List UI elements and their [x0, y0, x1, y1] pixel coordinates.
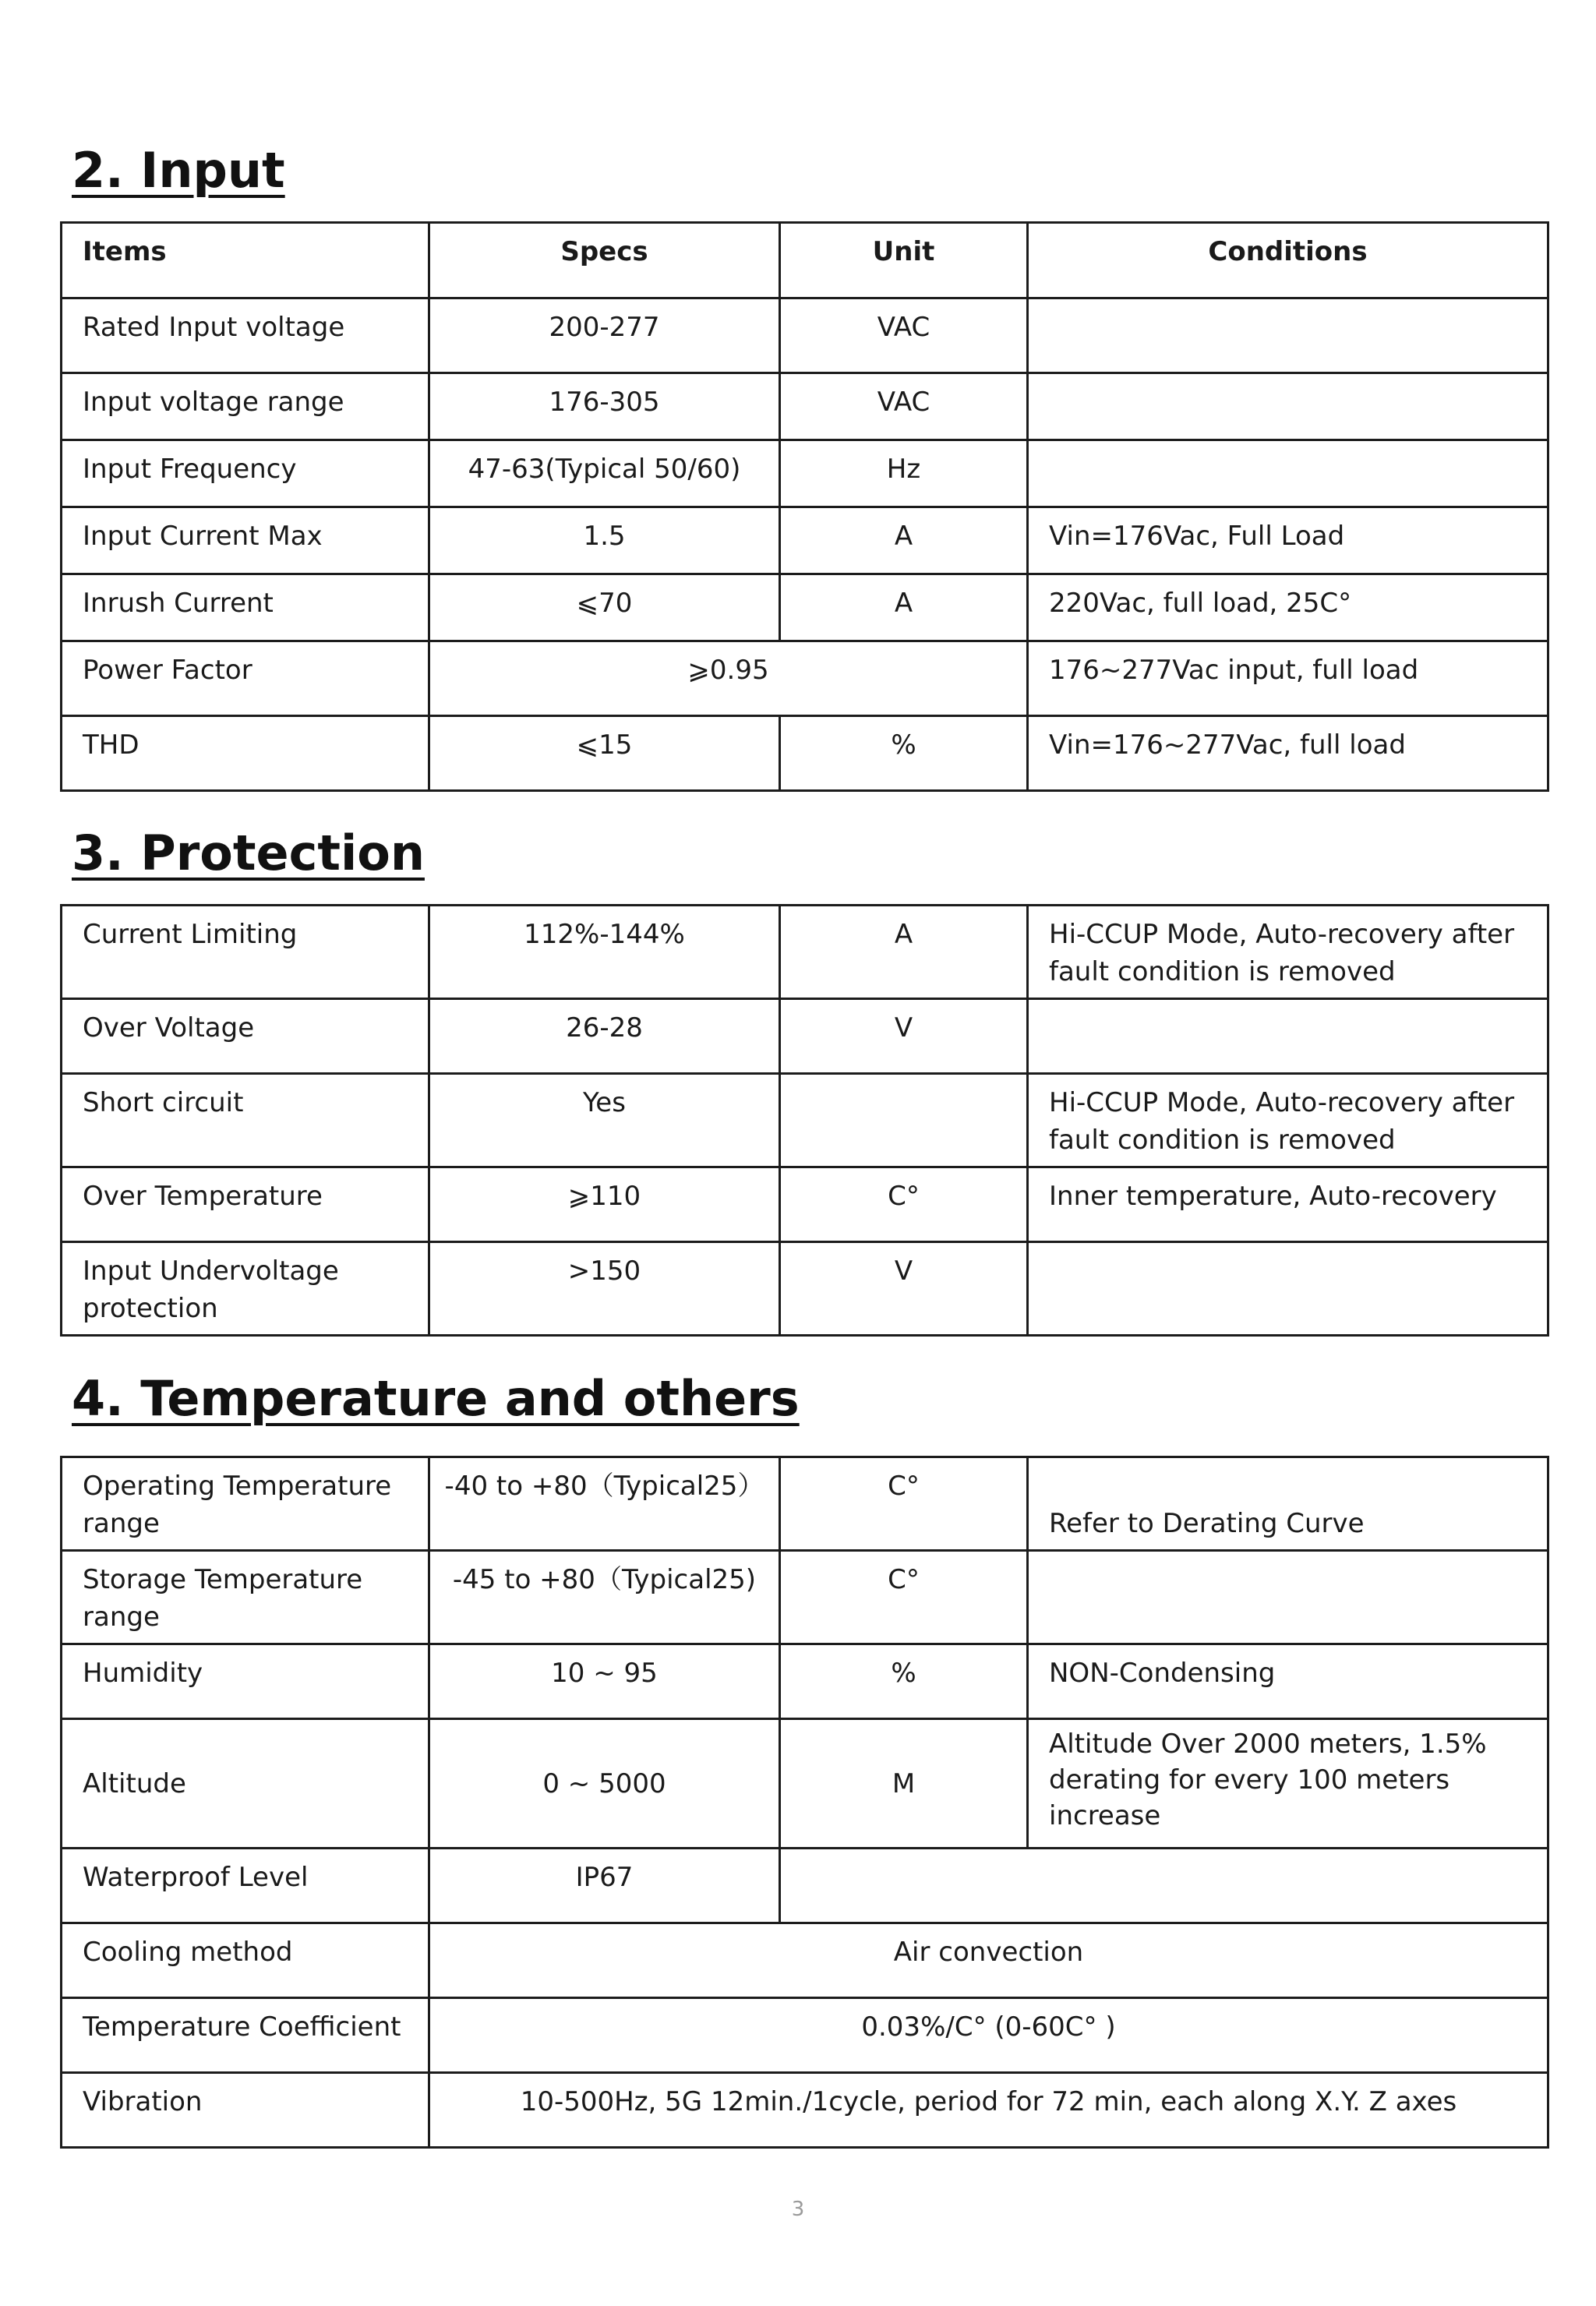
unit-cell [780, 1074, 1028, 1167]
item-cell: Input Undervoltage protection [62, 1242, 429, 1336]
spec-cell: IP67 [429, 1849, 780, 1923]
table-row [62, 1074, 1548, 1167]
unit-cell: V [780, 999, 1028, 1074]
table-row [62, 1998, 1548, 2073]
spec-cell: Air convection [429, 1923, 1548, 1998]
item-cell: Inrush Current [62, 574, 429, 641]
unit-cell: C° [780, 1551, 1028, 1644]
condition-cell [1028, 999, 1548, 1074]
condition-cell [1028, 1551, 1548, 1644]
spec-cell: 26-28 [429, 999, 780, 1074]
unit-cell: C° [780, 1457, 1028, 1551]
table-row [62, 1167, 1548, 1242]
condition-cell: 220Vac, full load, 25C° [1028, 574, 1548, 641]
unit-cell: C° [780, 1167, 1028, 1242]
table-row [62, 440, 1548, 507]
spec-cell: -45 to +80（Typical25) [429, 1551, 780, 1644]
spec-cell: 0 ~ 5000 [429, 1719, 780, 1849]
input-table [60, 221, 1549, 792]
item-cell: Temperature Coefficient [62, 1998, 429, 2073]
table-row [62, 1644, 1548, 1719]
condition-cell: Vin=176~277Vac, full load [1028, 716, 1548, 791]
item-cell: Power Factor [62, 641, 429, 716]
condition-cell [1028, 373, 1548, 440]
unit-cell: % [780, 1644, 1028, 1719]
table-row [62, 298, 1548, 373]
item-cell: Input Frequency [62, 440, 429, 507]
item-cell: Input voltage range [62, 373, 429, 440]
unit-cell: V [780, 1242, 1028, 1336]
item-cell: Storage Temperature range [62, 1551, 429, 1644]
item-cell: Short circuit [62, 1074, 429, 1167]
item-cell: Input Current Max [62, 507, 429, 574]
item-cell: Humidity [62, 1644, 429, 1719]
spec-cell: >150 [429, 1242, 780, 1336]
section-title-protection: 3. Protection [72, 825, 425, 881]
temperature-table [60, 1456, 1549, 2149]
header-conditions: Conditions [1028, 223, 1548, 298]
header-specs: Specs [429, 223, 780, 298]
section-title-input: 2. Input [72, 142, 285, 199]
table-row [62, 507, 1548, 574]
condition-cell: NON-Condensing [1028, 1644, 1548, 1719]
spec-cell: 1.5 [429, 507, 780, 574]
header-unit: Unit [780, 223, 1028, 298]
condition-cell [1028, 298, 1548, 373]
spec-cell: 47-63(Typical 50/60) [429, 440, 780, 507]
protection-table [60, 904, 1549, 1337]
table-row [62, 716, 1548, 791]
section-title-temperature: 4. Temperature and others [72, 1370, 800, 1427]
table-row [62, 906, 1548, 999]
condition-cell [1028, 440, 1548, 507]
table-row [62, 1849, 1548, 1923]
item-cell: Vibration [62, 2073, 429, 2148]
spec-cell: 176-305 [429, 373, 780, 440]
item-cell: Over Voltage [62, 999, 429, 1074]
spec-cell: 0.03%/C° (0-60C° ) [429, 1998, 1548, 2073]
unit-cell: M [780, 1719, 1028, 1849]
spec-cell: 10-500Hz, 5G 12min./1cycle, period for 72 min, each along X.Y. Z axes [429, 2073, 1548, 2148]
condition-cell: Refer to Derating Curve [1028, 1457, 1548, 1551]
item-cell: Altitude [62, 1719, 429, 1849]
table-row [62, 2073, 1548, 2148]
spec-cell: 112%-144% [429, 906, 780, 999]
table-header-row [62, 223, 1548, 298]
spec-cell: 200-277 [429, 298, 780, 373]
table-row [62, 373, 1548, 440]
spec-cell: ⩽70 [429, 574, 780, 641]
spec-cell: -40 to +80（Typical25） [429, 1457, 780, 1551]
item-cell: Waterproof Level [62, 1849, 429, 1923]
unit-cell: VAC [780, 373, 1028, 440]
condition-cell: Hi-CCUP Mode, Auto-recovery after fault condition is removed [1028, 1074, 1548, 1167]
unit-cell: VAC [780, 298, 1028, 373]
unit-cell: % [780, 716, 1028, 791]
item-cell: THD [62, 716, 429, 791]
table-row [62, 1551, 1548, 1644]
condition-cell: Altitude Over 2000 meters, 1.5% derating for every 100 meters increase [1028, 1719, 1548, 1849]
condition-cell: Inner temperature, Auto-recovery [1028, 1167, 1548, 1242]
condition-cell: Vin=176Vac, Full Load [1028, 507, 1548, 574]
spec-cell: Yes [429, 1074, 780, 1167]
spec-cell: ⩾0.95 [429, 641, 1028, 716]
table-row [62, 1719, 1548, 1849]
spec-cell: ⩾110 [429, 1167, 780, 1242]
unit-cell [780, 1849, 1548, 1923]
table-row [62, 574, 1548, 641]
unit-cell: A [780, 507, 1028, 574]
condition-cell: 176~277Vac input, full load [1028, 641, 1548, 716]
table-row [62, 1923, 1548, 1998]
page-number: 3 [791, 2198, 805, 2221]
table-row [62, 1457, 1548, 1551]
item-cell: Operating Temperature range [62, 1457, 429, 1551]
spec-cell: 10 ~ 95 [429, 1644, 780, 1719]
unit-cell: Hz [780, 440, 1028, 507]
item-cell: Cooling method [62, 1923, 429, 1998]
header-items: Items [62, 223, 429, 298]
condition-cell: Hi-CCUP Mode, Auto-recovery after fault condition is removed [1028, 906, 1548, 999]
table-row [62, 999, 1548, 1074]
item-cell: Current Limiting [62, 906, 429, 999]
spec-cell: ⩽15 [429, 716, 780, 791]
item-cell: Over Temperature [62, 1167, 429, 1242]
unit-cell: A [780, 906, 1028, 999]
table-row [62, 1242, 1548, 1336]
unit-cell: A [780, 574, 1028, 641]
condition-cell [1028, 1242, 1548, 1336]
item-cell: Rated Input voltage [62, 298, 429, 373]
table-row [62, 641, 1548, 716]
